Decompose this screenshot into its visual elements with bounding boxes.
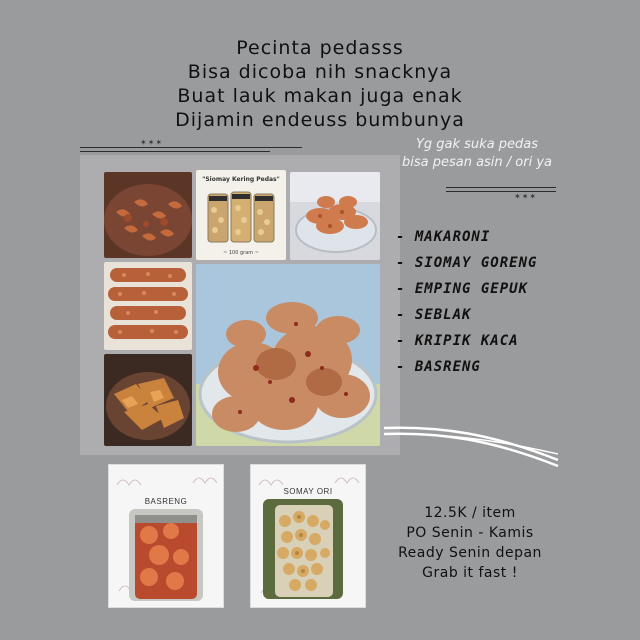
divider-left-bottom: [80, 151, 270, 152]
star-ornament-left: ✶✶✶: [140, 138, 164, 147]
order-info: [370, 503, 570, 583]
side-note-line-2: bisa pesan asin / ori ya: [401, 155, 553, 170]
headline-line-1: Pecinta pedasss: [236, 37, 404, 59]
call-to-action-text: Grab it fast !: [422, 565, 518, 581]
ready-date-text: Ready Senin depan: [398, 545, 542, 561]
star-ornament-right: ✶✶✶: [514, 192, 538, 201]
divider-left-top: [80, 147, 302, 148]
basreng-label: BASRENG: [144, 497, 188, 506]
emping-bowl-photo: [290, 172, 380, 260]
emping-gepuk-photo: [196, 264, 380, 446]
po-schedule-text: PO Senin - Kamis: [406, 525, 534, 541]
divider-right-top: [446, 187, 556, 188]
menu-item-seblak: - SEBLAK: [396, 307, 472, 323]
menu-item-basreng: - BASRENG: [396, 359, 481, 375]
price-text: 12.5K / item: [424, 505, 516, 521]
basreng-card: [108, 464, 224, 608]
menu-item-makaroni: - MAKARONI: [396, 229, 491, 245]
divider-right-bottom: [446, 191, 556, 192]
package-label: "Siomay Kering Pedas": [202, 176, 280, 183]
headline-line-2: Bisa dicoba nih snacknya: [187, 61, 453, 83]
side-note-line-1: Yg gak suka pedas: [415, 137, 539, 152]
side-note: [392, 136, 562, 172]
menu-list: [396, 228, 537, 384]
somay-ori-card: [250, 464, 366, 608]
headline: [0, 36, 640, 132]
package-weight: ~ 100 gram ~: [223, 250, 259, 256]
menu-item-siomay-goreng: - SIOMAY GORENG: [396, 255, 538, 271]
kripik-kaca-photo: [104, 354, 192, 446]
headline-line-3: Buat lauk makan juga enak: [177, 85, 463, 107]
menu-item-emping-gepuk: - EMPING GEPUK: [396, 281, 529, 297]
somay-ori-label: SOMAY ORI: [283, 487, 333, 496]
makaroni-photo: [104, 172, 192, 258]
seblak-tray-photo: [104, 262, 192, 350]
siomay-package-photo: [196, 170, 286, 260]
menu-item-kripik-kaca: - KRIPIK KACA: [396, 333, 519, 349]
headline-line-4: Dijamin endeuss bumbunya: [175, 109, 465, 131]
swoosh-ornament: [382, 410, 562, 470]
